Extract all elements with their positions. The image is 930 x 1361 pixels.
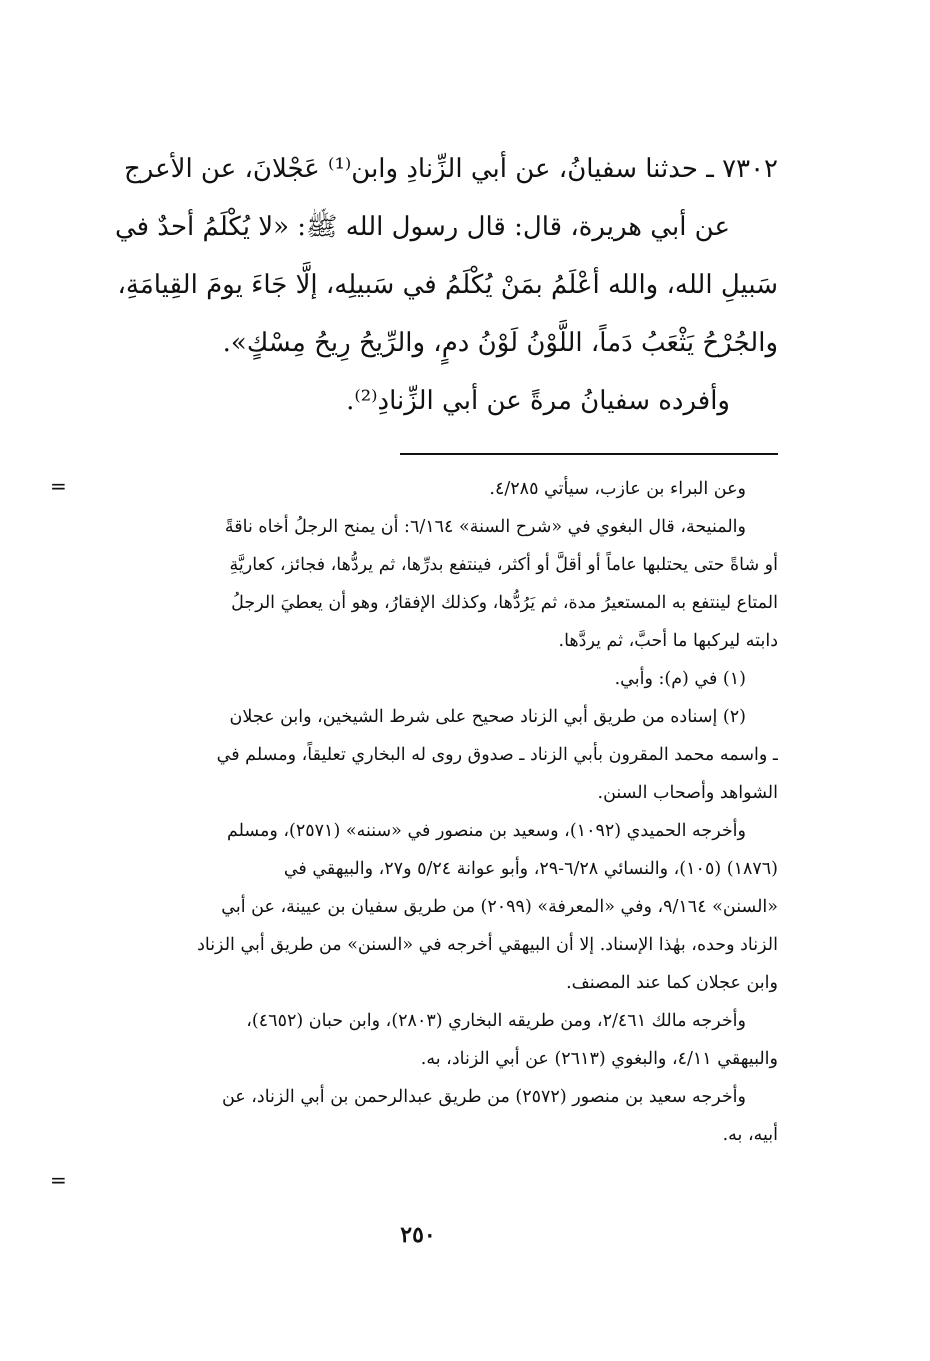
hadith-line: وأفرده سفيانُ مرةً عن أبي الزِّنادِ⁽²⁾. <box>346 386 730 416</box>
footnote-line: المتاع لينتفع به المستعيرُ مدة، ثم يَرُدُّها، وكذلك الإفقارُ، وهو أن يعطيَ الرجلُ <box>231 593 778 613</box>
page-number: ٢٥٠ <box>400 1222 436 1248</box>
footnote-line: الزناد وحده، بهٰذا الإسناد. إلا أن البيهقي أخرجه في «السنن» من طريق أبي الزناد <box>197 935 778 955</box>
footnote-line: وأخرجه الحميدي (١٠٩٢)، وسعيد بن منصور في «سننه» (٢٥٧١)، ومسلم <box>226 821 746 841</box>
footnote-1: (١) في (م): وأبي. <box>614 669 746 689</box>
hadith-line: والجُرْحُ يَثْعَبُ دَماً، اللَّوْنُ لَوْنُ دمٍ، والرِّيحُ رِيحُ مِسْكٍ». <box>222 328 778 358</box>
footnote-line: «السنن» ٩/١٦٤، وفي «المعرفة» (٢٠٩٩) من طريق سفيان بن عيينة، عن أبي <box>221 897 778 917</box>
continuation-mark: = <box>50 1168 67 1192</box>
hadith-line: سَبيلِ الله، والله أعْلَمُ بمَنْ يُكْلَمُ في سَبيلِه، إلَّا جَاءَ يومَ القِيامَةِ، <box>117 270 778 300</box>
footnote-line: أبيه، به. <box>722 1125 778 1145</box>
footnote-line: ـ واسمه محمد المقرون بأبي الزناد ـ صدوق روى له البخاري تعليقاً، ومسلم في <box>216 745 778 765</box>
footnote-line: وعن البراء بن عازب، سيأتي ٤/٢٨٥. <box>489 479 746 499</box>
footnote-line: دابته ليركبها ما أحبَّ، ثم يردَّها. <box>558 631 778 651</box>
footnote-line: والمنيحة، قال البغوي في «شرح السنة» ٦/١٦٤: أن يمنح الرجلُ أخاه ناقةً <box>224 517 746 537</box>
footnote-separator <box>400 453 778 455</box>
footnote-line: والبيهقي ٤/١١، والبغوي (٢٦١٣) عن أبي الزناد، به. <box>420 1049 778 1069</box>
footnote-line: وأخرجه مالك ٢/٤٦١، ومن طريقه البخاري (٢٨٠٣)، وابن حبان (٤٦٥٢)، <box>246 1011 746 1031</box>
footnote-line: (١٨٧٦) (١٠٥)، والنسائي ٦/٢٨-٢٩، وأبو عوانة ٥/٢٤ و٢٧، والبيهقي في <box>283 859 778 879</box>
footnote-line: أو شاةً حتى يحتلبها عاماً أو أقلَّ أو أكثر، فينتفع بدرِّها، ثم يردُّها، فجائز، كعاريَّةِ <box>229 555 778 575</box>
footnote-line: وأخرجه سعيد بن منصور (٢٥٧٢) من طريق عبدالرحمن بن أبي الزناد، عن <box>221 1087 746 1107</box>
footnote-line: الشواهد وأصحاب السنن. <box>597 783 778 803</box>
continuation-mark: = <box>50 474 67 498</box>
footnote-2: (٢) إسناده من طريق أبي الزناد صحيح على شرط الشيخين، وابن عجلان <box>229 707 746 727</box>
hadith-line: عن أبي هريرة، قال: قال رسول الله ﷺ: «لا يُكْلَمُ أحدٌ في <box>114 212 730 242</box>
hadith-text <box>78 140 778 430</box>
footnotes <box>78 470 778 1154</box>
hadith-line: ٧٣٠٢ ـ حدثنا سفيانُ، عن أبي الزِّنادِ وابن⁽¹⁾ عَجْلانَ، عن الأعرج <box>123 154 778 184</box>
footnote-line: وابن عجلان كما عند المصنف. <box>566 973 778 993</box>
